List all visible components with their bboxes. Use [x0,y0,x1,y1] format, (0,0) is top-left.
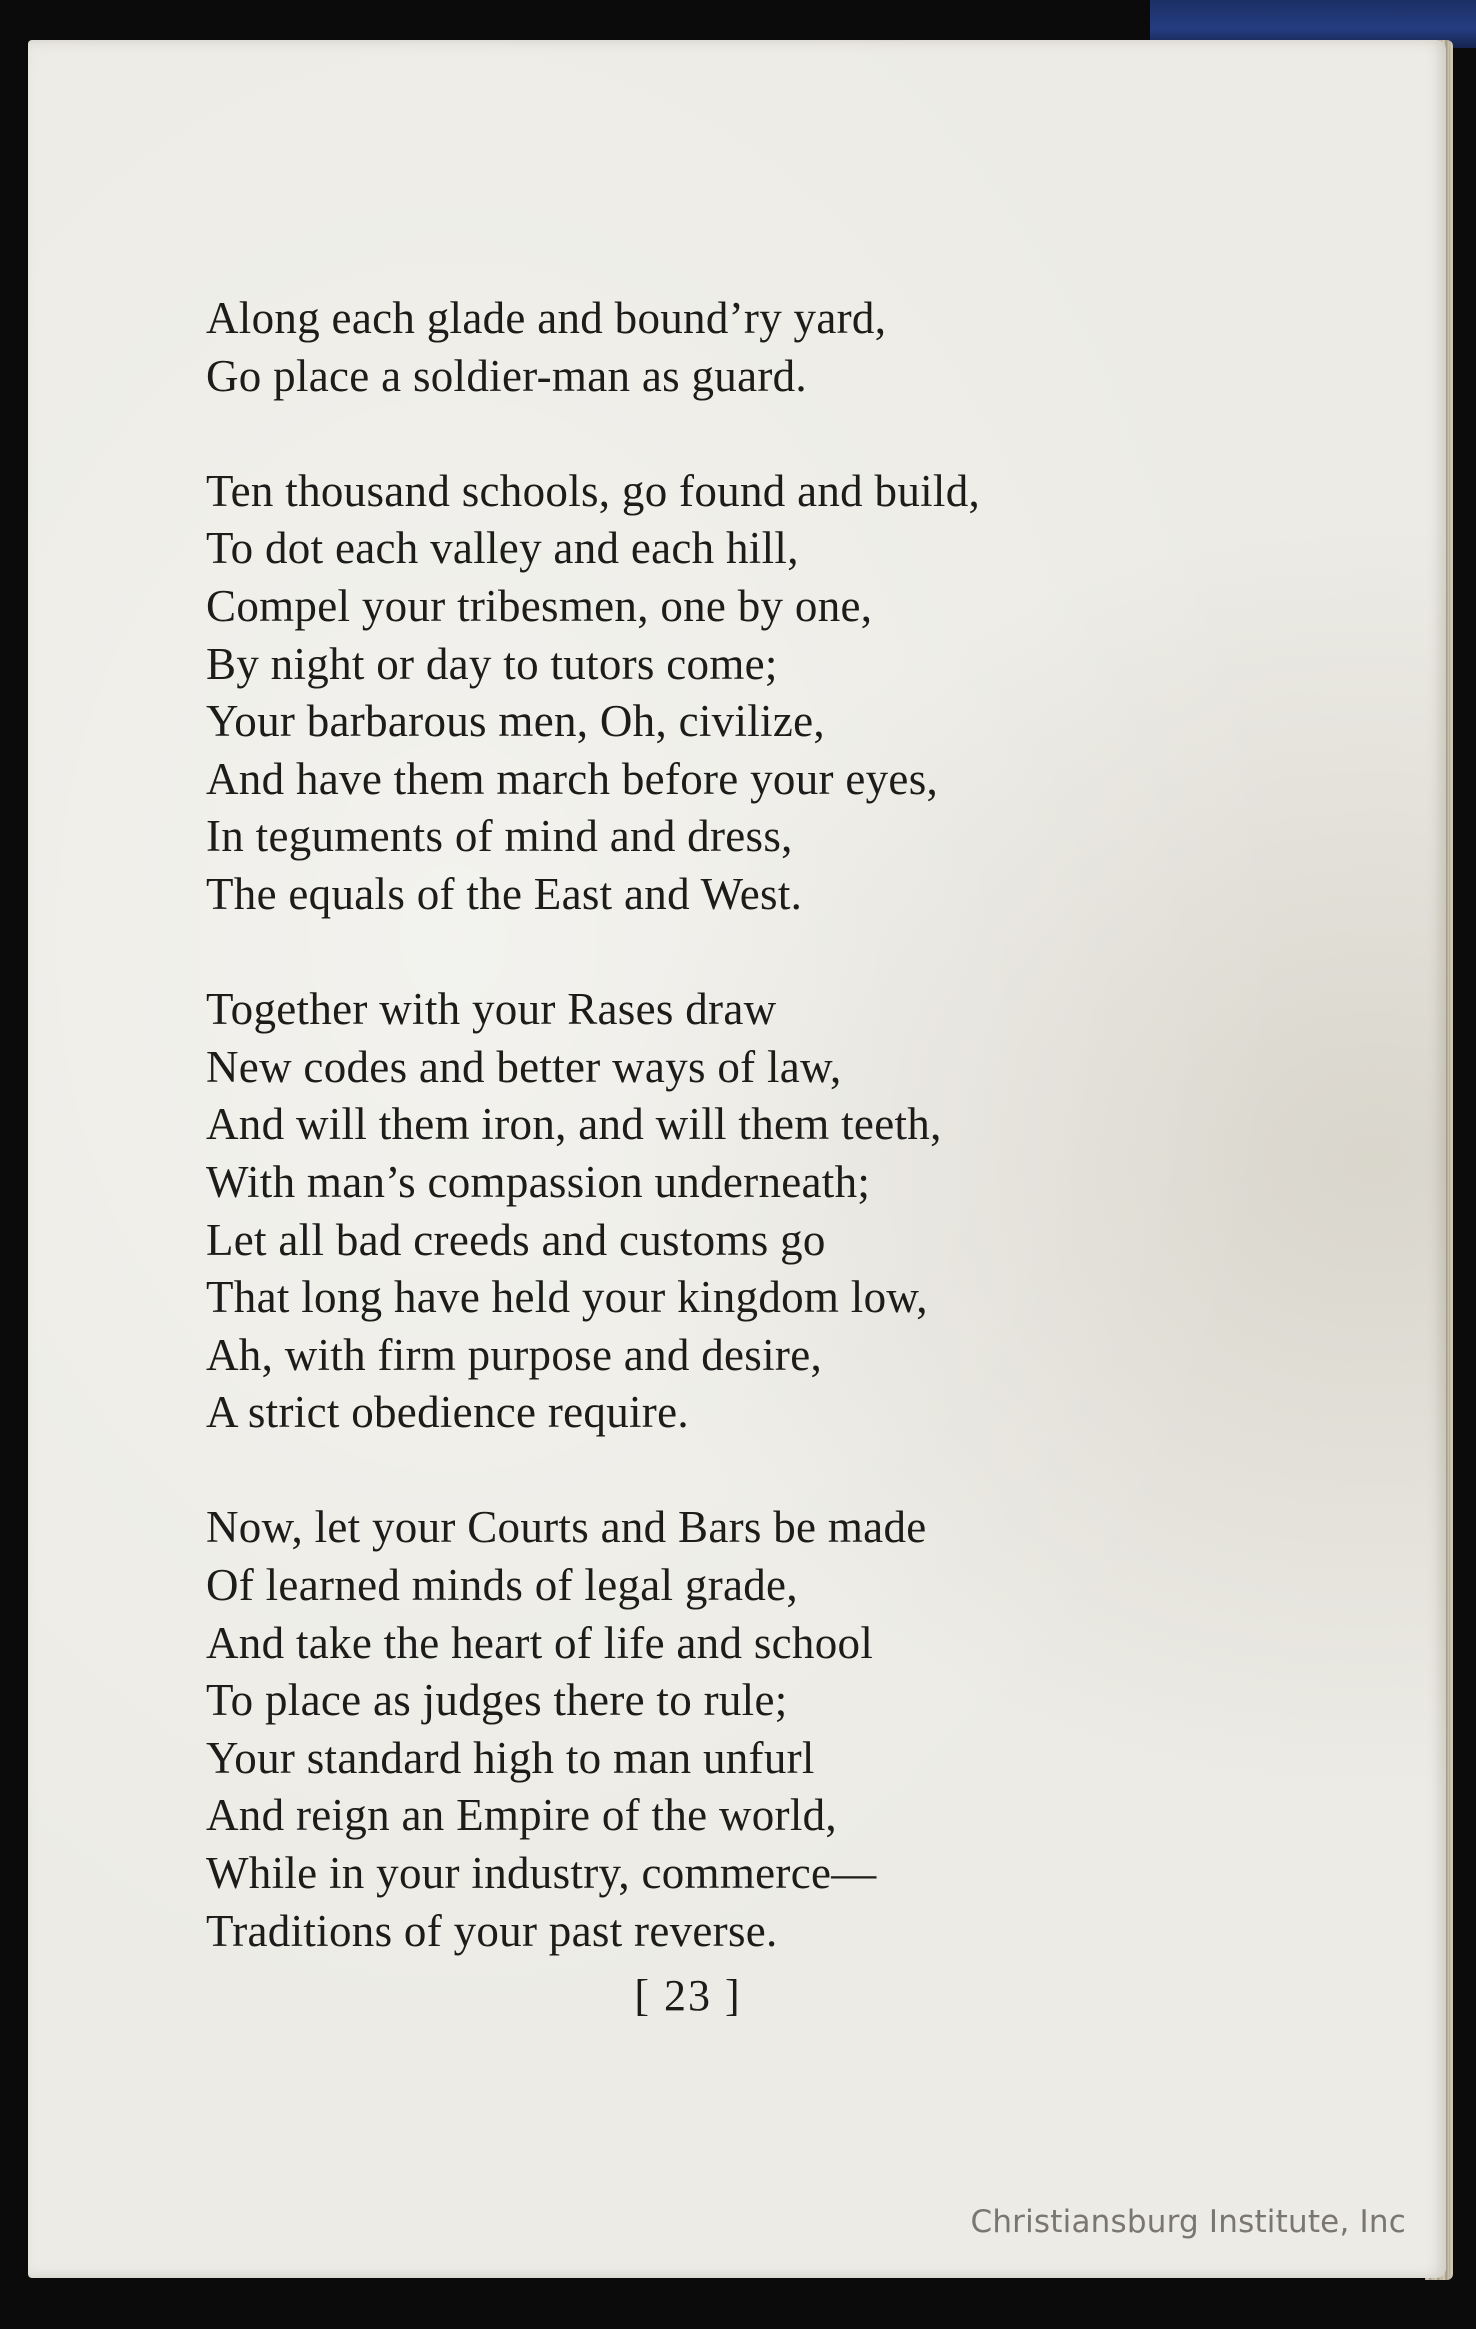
poem-line: Let all bad creeds and customs go [206,1214,826,1265]
poem-line: Go place a soldier-man as guard. [206,350,807,401]
poem-line: With man’s compassion underneath; [206,1156,871,1207]
poem-line: To dot each valley and each hill, [206,523,799,574]
poem-line: Your standard high to man unfurl [206,1732,815,1783]
stanza-2 [206,463,1306,924]
poem-line: To place as judges there to rule; [206,1675,788,1726]
poem-line: Together with your Rases draw [206,984,777,1035]
poem-line: Along each glade and bound’ry yard, [206,293,887,343]
poem-line: A strict obedience require. [206,1387,689,1438]
poem-line: By night or day to tutors come; [206,638,778,689]
poem-line: And have them march before your eyes, [206,753,939,804]
poem-line: New codes and better ways of law, [206,1041,842,1092]
poem-line: Of learned minds of legal grade, [206,1560,798,1611]
page-number: [ 23 ] [634,1971,742,2020]
stanza-1 [206,290,1306,405]
poem-line: Your barbarous men, Oh, civilize, [206,696,825,747]
poem-line: And reign an Empire of the world, [206,1790,837,1841]
watermark: Christiansburg Institute, Inc [970,2204,1406,2240]
stanza-3 [206,981,1306,1442]
poem-line: And take the heart of life and school [206,1617,874,1668]
poem-text [206,290,1306,1960]
stanza-4 [206,1499,1306,1960]
poem-line: Ah, with firm purpose and desire, [206,1329,823,1380]
poem-line: In teguments of mind and dress, [206,811,793,862]
poem-line: And will them iron, and will them teeth, [206,1099,942,1150]
book-page [28,40,1446,2278]
poem-line: Traditions of your past reverse. [206,1905,778,1956]
poem-line: Compel your tribesmen, one by one, [206,580,873,631]
poem-line: The equals of the East and West. [206,868,803,919]
poem-line: Ten thousand schools, go found and build, [206,465,981,516]
poem-line: That long have held your kingdom low, [206,1272,928,1323]
poem-line: While in your industry, commerce— [206,1848,877,1899]
poem-line: Now, let your Courts and Bars be made [206,1502,927,1553]
